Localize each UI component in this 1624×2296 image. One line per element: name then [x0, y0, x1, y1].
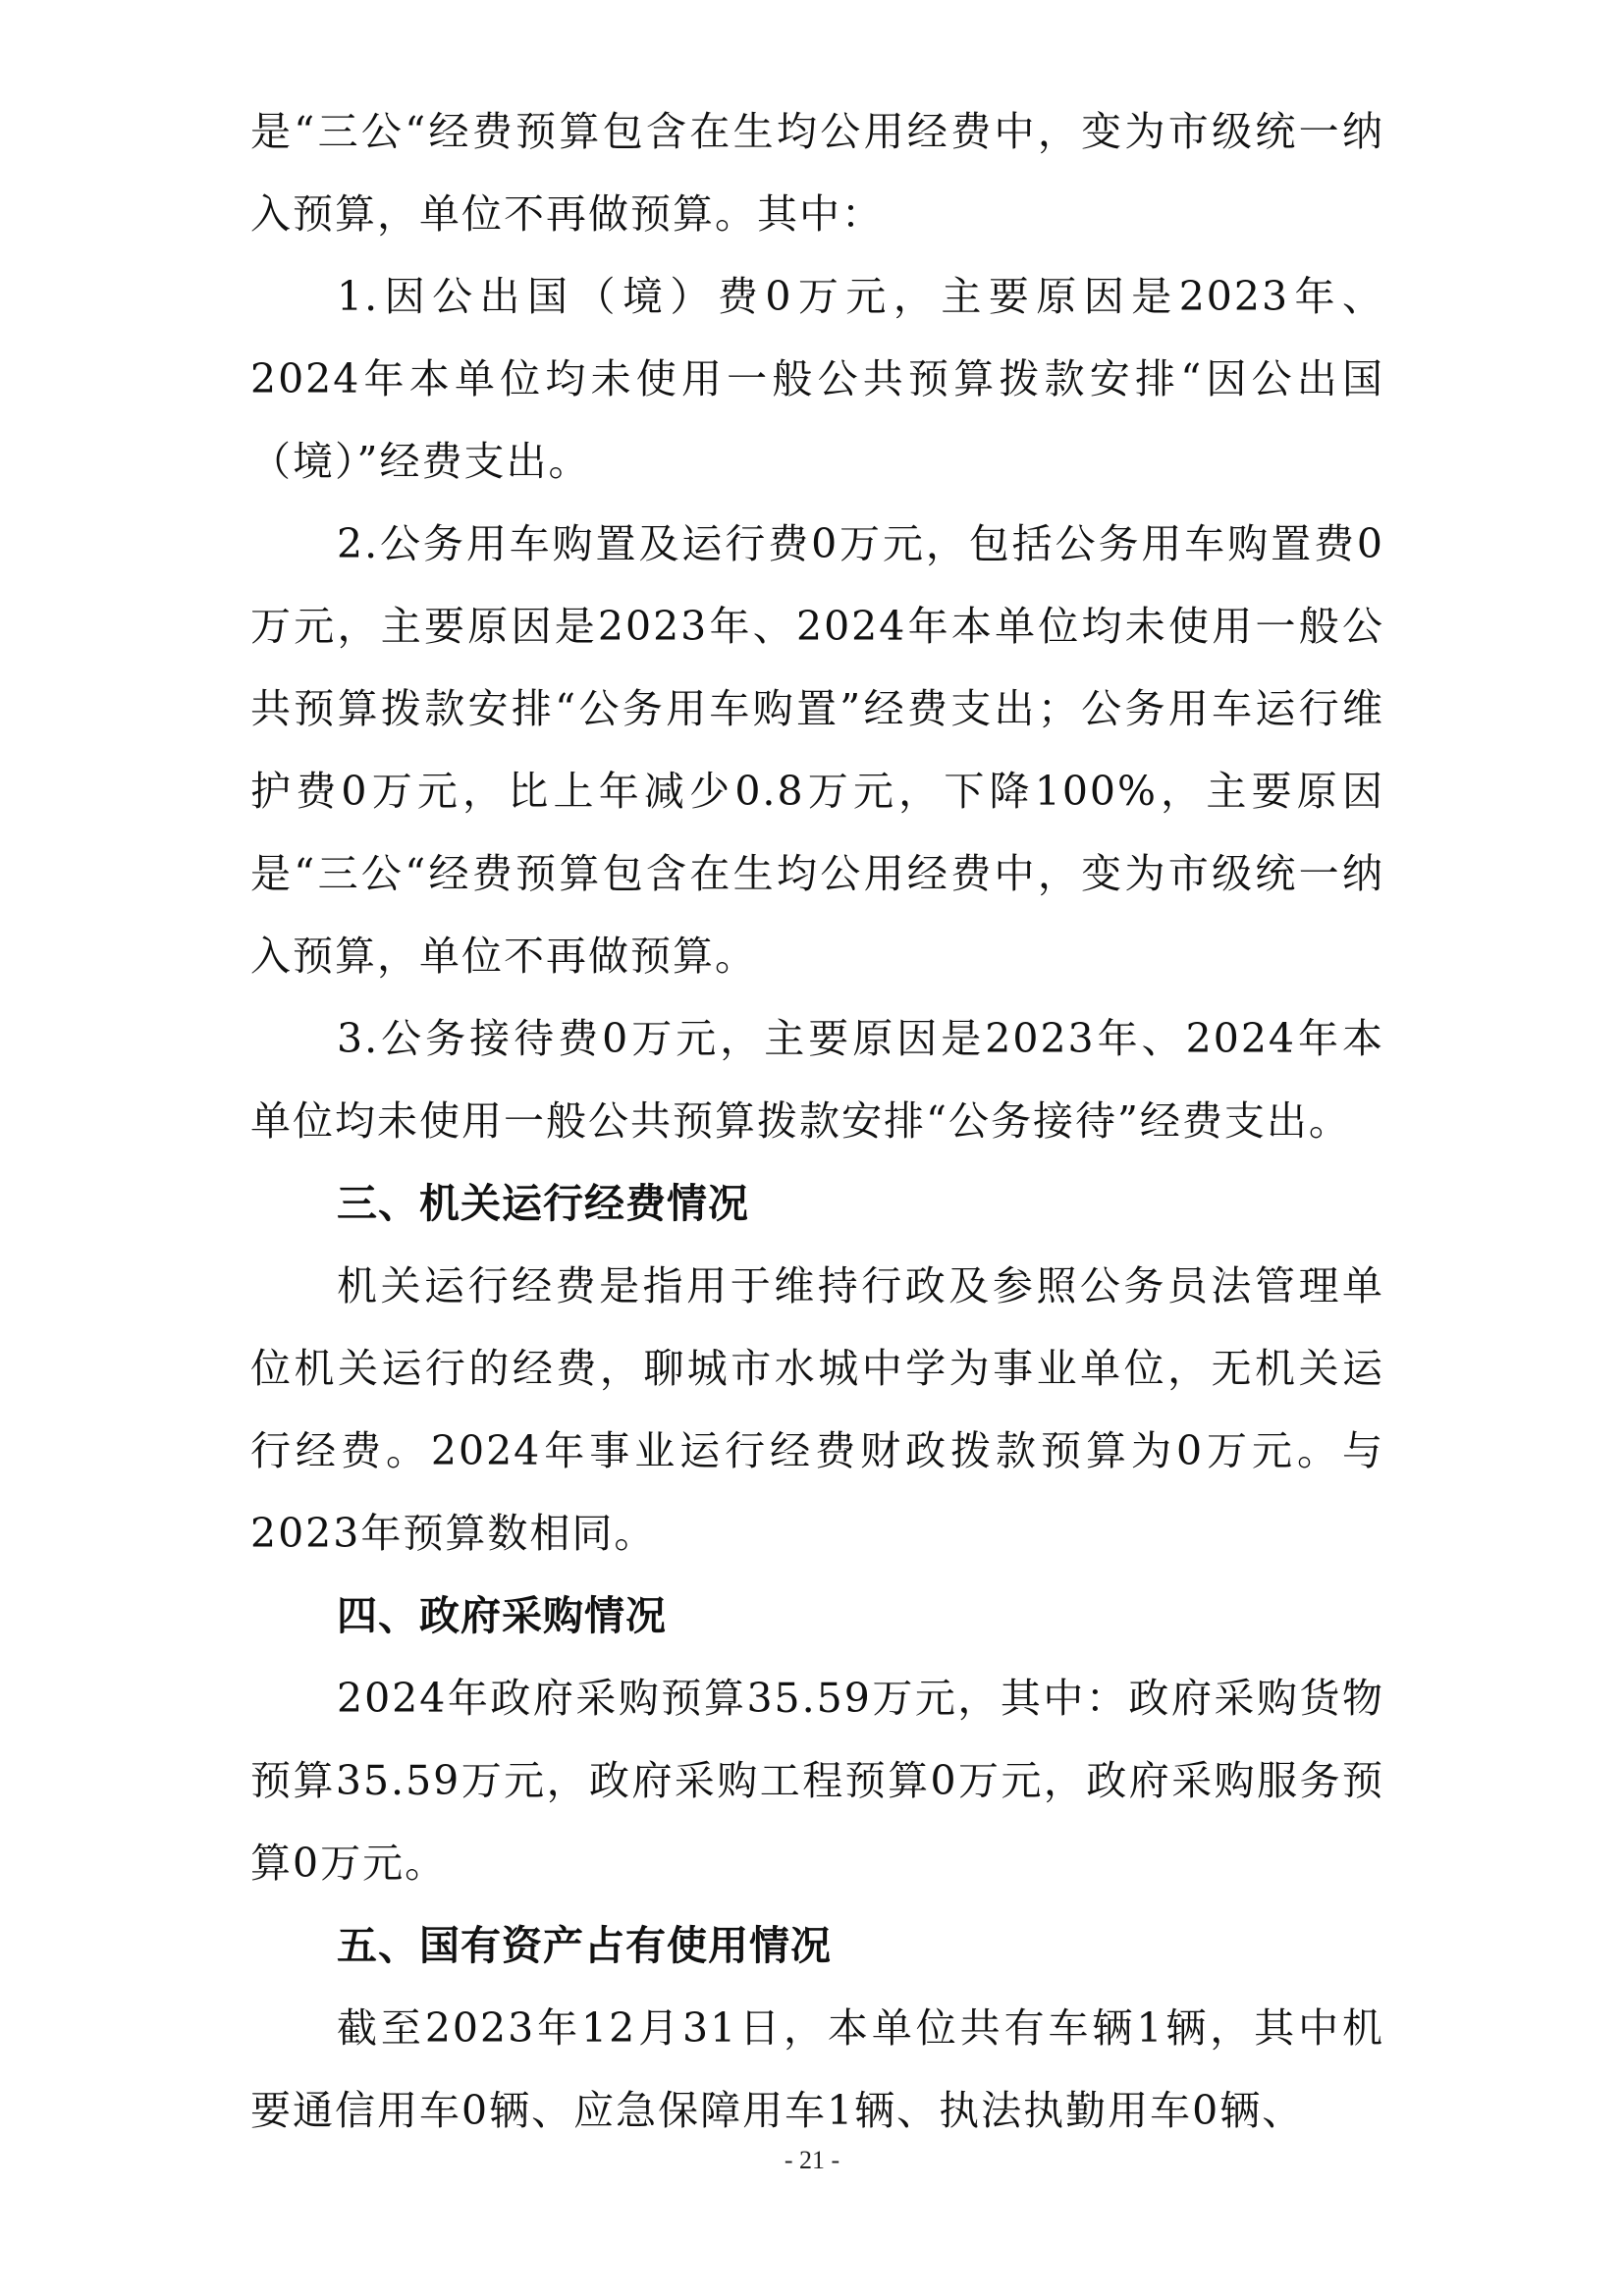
- paragraph-budget-note: 是“三公“经费预算包含在生均公用经费中，变为市级统一纳入预算，单位不再做预算。其中：: [250, 108, 1384, 238]
- document-body: [250, 90, 1384, 2152]
- paragraph-operating-expenses: 机关运行经费是指用于维持行政及参照公务员法管理单位机关运行的经费，聊城市水城中学为事业单位，无机关运行经费。2024年事业运行经费财政拨款预算为0万元。与2023年预算数相同。: [250, 1262, 1384, 1557]
- section-heading-state-assets: 五、国有资产占有使用情况: [337, 1922, 832, 1969]
- paragraph-official-vehicles: 2.公务用车购置及运行费0万元，包括公务用车购置费0万元，主要原因是2023年、2024年本单位均未使用一般公共预算拨款安排“公务用车购置”经费支出；公务用车运行维护费0万元，比上年减少0.8万元，下降100%，主要原因是“三公“经费预算包含在生均公用经费中，变为市级统一纳入预算，单位不再做预算。: [250, 520, 1384, 980]
- section-heading-operating-expenses: 三、机关运行经费情况: [337, 1180, 749, 1227]
- paragraph-procurement: 2024年政府采购预算35.59万元，其中：政府采购货物预算35.59万元，政府采购工程预算0万元，政府采购服务预算0万元。: [250, 1675, 1384, 1887]
- paragraph-state-assets: 截至2023年12月31日，本单位共有车辆1辆，其中机要通信用车0辆、应急保障用车1辆、执法执勤用车0辆、: [250, 2004, 1384, 2134]
- page-number: - 21 -: [784, 2146, 840, 2174]
- section-heading-procurement: 四、政府采购情况: [337, 1592, 667, 1639]
- paragraph-official-reception: 3.公务接待费0万元，主要原因是2023年、2024年本单位均未使用一般公共预算拨款安排“公务接待”经费支出。: [250, 1015, 1384, 1145]
- paragraph-overseas-travel: 1.因公出国（境）费0万元，主要原因是2023年、2024年本单位均未使用一般公共预算拨款安排“因公出国（境）”经费支出。: [250, 273, 1384, 485]
